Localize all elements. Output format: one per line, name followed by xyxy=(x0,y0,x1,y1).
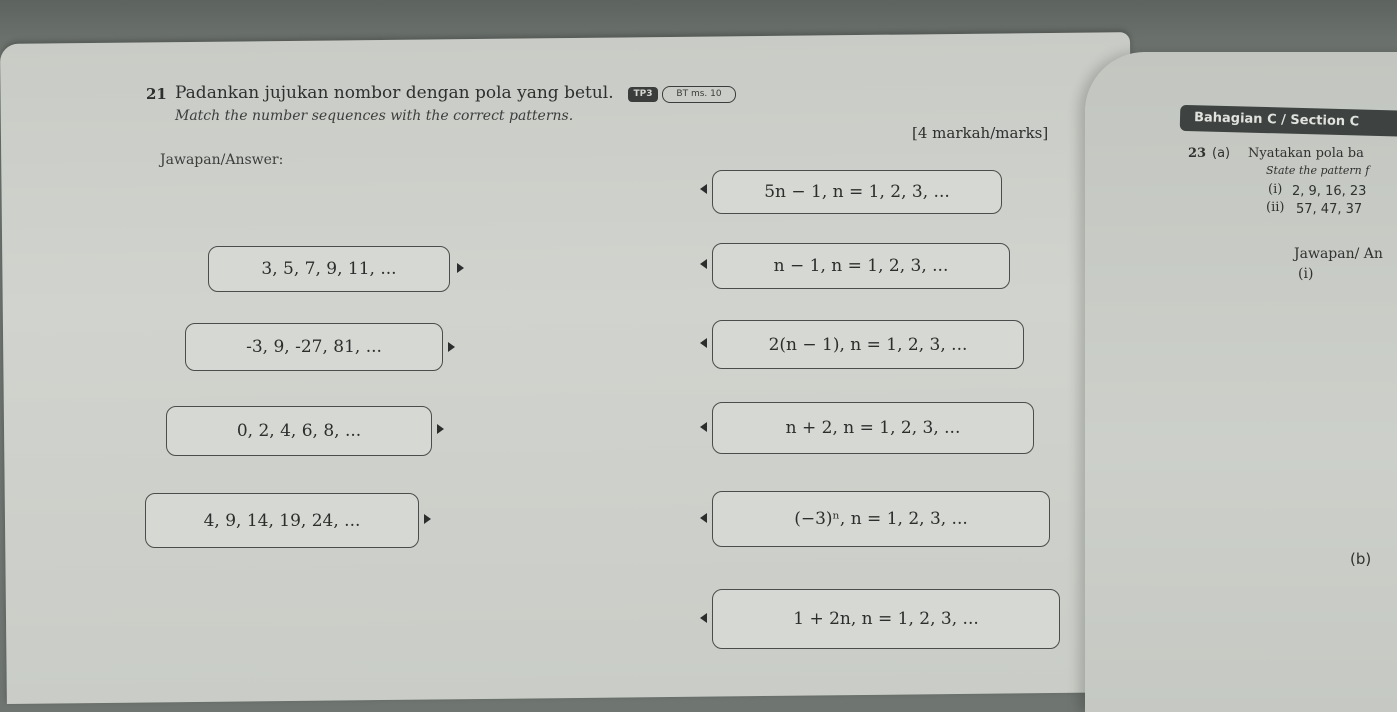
right-arrow-icon xyxy=(448,342,455,352)
sequence-text: 0, 2, 4, 6, 8, ... xyxy=(236,421,362,441)
tp-badge: TP3 xyxy=(628,87,658,102)
pattern-text: 2(n − 1), n = 1, 2, 3, ... xyxy=(768,334,968,355)
pattern-text: (−3)ⁿ, n = 1, 2, 3, ... xyxy=(794,509,968,529)
right-answer-label: Jawapan/ An xyxy=(1294,246,1383,262)
pattern-box-2[interactable] xyxy=(712,243,1010,289)
left-arrow-icon xyxy=(700,338,707,348)
left-arrow-icon xyxy=(700,422,707,432)
question-title: Padankan jujukan nombor dengan pola yang betul. xyxy=(175,83,614,103)
part-a-english: State the pattern f xyxy=(1266,164,1370,177)
pattern-box-5[interactable] xyxy=(712,491,1050,547)
pattern-box-3[interactable] xyxy=(712,320,1024,369)
sequence-box-3[interactable] xyxy=(166,406,432,456)
bt-badge: BT ms. 10 xyxy=(662,86,736,103)
right-arrow-icon xyxy=(437,424,444,434)
item-i-label: (i) xyxy=(1268,182,1283,197)
item-i-sequence: 2, 9, 16, 23 xyxy=(1292,184,1367,199)
marks-label: [4 markah/marks] xyxy=(912,124,1049,142)
right-arrow-icon xyxy=(424,514,431,524)
right-answer-i: (i) xyxy=(1298,266,1314,282)
pattern-text: n + 2, n = 1, 2, 3, ... xyxy=(785,418,961,438)
pattern-text: 5n − 1, n = 1, 2, 3, ... xyxy=(764,182,950,202)
sequence-text: -3, 9, -27, 81, ... xyxy=(246,337,382,357)
sequence-text: 3, 5, 7, 9, 11, ... xyxy=(261,259,397,279)
item-ii-sequence: 57, 47, 37 xyxy=(1296,202,1363,217)
question-23-number: 23 xyxy=(1188,146,1207,161)
left-arrow-icon xyxy=(700,513,707,523)
question-number: 21 xyxy=(146,85,167,103)
sequence-text: 4, 9, 14, 19, 24, ... xyxy=(203,510,361,531)
part-b-label: (b) xyxy=(1350,550,1372,568)
left-arrow-icon xyxy=(700,259,707,269)
pattern-box-1[interactable] xyxy=(712,170,1002,214)
sequence-box-2[interactable] xyxy=(185,323,443,371)
left-arrow-icon xyxy=(700,613,707,623)
right-arrow-icon xyxy=(457,263,464,273)
sequence-box-4[interactable] xyxy=(145,493,419,548)
part-a-label: (a) xyxy=(1212,146,1231,161)
pattern-box-4[interactable] xyxy=(712,402,1034,454)
pattern-text: n − 1, n = 1, 2, 3, ... xyxy=(773,256,949,276)
item-ii-label: (ii) xyxy=(1266,200,1285,215)
left-arrow-icon xyxy=(700,184,707,194)
question-subtitle: Match the number sequences with the correct patterns. xyxy=(175,108,574,124)
section-badge: Bahagian C / Section C xyxy=(1180,105,1397,137)
pattern-text: 1 + 2n, n = 1, 2, 3, ... xyxy=(793,609,979,629)
sequence-box-1[interactable] xyxy=(208,246,450,292)
pattern-box-6[interactable] xyxy=(712,589,1060,649)
part-a-text: Nyatakan pola ba xyxy=(1248,146,1364,161)
answer-label: Jawapan/Answer: xyxy=(160,152,284,168)
